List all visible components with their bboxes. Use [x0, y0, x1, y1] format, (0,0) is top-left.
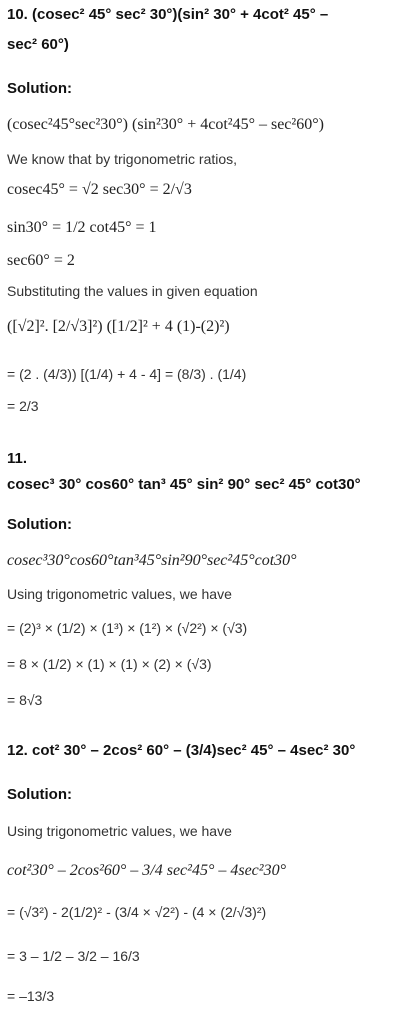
q11-intro: Using trigonometric values, we have	[7, 586, 232, 602]
q10-intro: We know that by trigonometric ratios,	[7, 151, 238, 167]
q10-result: = 2/3	[7, 398, 39, 414]
q10-substitute-text: Substituting the values in given equation	[7, 283, 258, 299]
q12-step1: = (√3²) - 2(1/2)² - (3/4 × √2²) - (4 × (2/√3)²)	[7, 904, 267, 920]
q10-eq3: sec60° = 2	[7, 252, 75, 269]
q11-solution-label: Solution:	[7, 516, 72, 533]
q11-question: cosec³ 30° cos60° tan³ 45° sin² 90° sec² 45° cot30°	[7, 476, 361, 493]
q10-step1: ([√2]². [2/√3]²) ([1/2]² + 4 (1)-(2)²)	[7, 318, 230, 335]
q11-step1: = (2)³ × (1/2) × (1³) × (1²) × (√2²) × (√3)	[7, 620, 248, 636]
q10-expression: (cosec²45°sec²30°) (sin²30° + 4cot²45° – sec²60°)	[7, 116, 324, 133]
q11-result: = 8√3	[7, 692, 43, 708]
q10-title-line1: 10. (cosec² 45° sec² 30°)(sin² 30° + 4cot² 45° –	[7, 6, 329, 23]
q11-expression: cosec³30°cos60°tan³45°sin²90°sec²45°cot30°	[7, 552, 297, 569]
q11-number: 11.	[7, 450, 28, 467]
q12-intro: Using trigonometric values, we have	[7, 823, 232, 839]
q12-result: = –13/3	[7, 988, 55, 1004]
q12-solution-label: Solution:	[7, 786, 72, 803]
q10-solution-label: Solution:	[7, 80, 72, 97]
q10-title-line2: sec² 60°)	[7, 36, 69, 53]
q11-step2: = 8 × (1/2) × (1) × (1) × (2) × (√3)	[7, 656, 212, 672]
q12-step2: = 3 – 1/2 – 3/2 – 16/3	[7, 948, 140, 964]
q12-expression: cot²30° – 2cos²60° – 3/4 sec²45° – 4sec²30°	[7, 862, 286, 879]
q12-question: 12. cot² 30° – 2cos² 60° – (3/4)sec² 45° – 4sec² 30°	[7, 742, 356, 759]
q10-eq1: cosec45° = √2 sec30° = 2/√3	[7, 181, 192, 198]
q10-eq2: sin30° = 1/2 cot45° = 1	[7, 219, 157, 236]
q10-step2: = (2 . (4/3)) [(1/4) + 4 - 4] = (8/3) . (1/4)	[7, 366, 247, 382]
